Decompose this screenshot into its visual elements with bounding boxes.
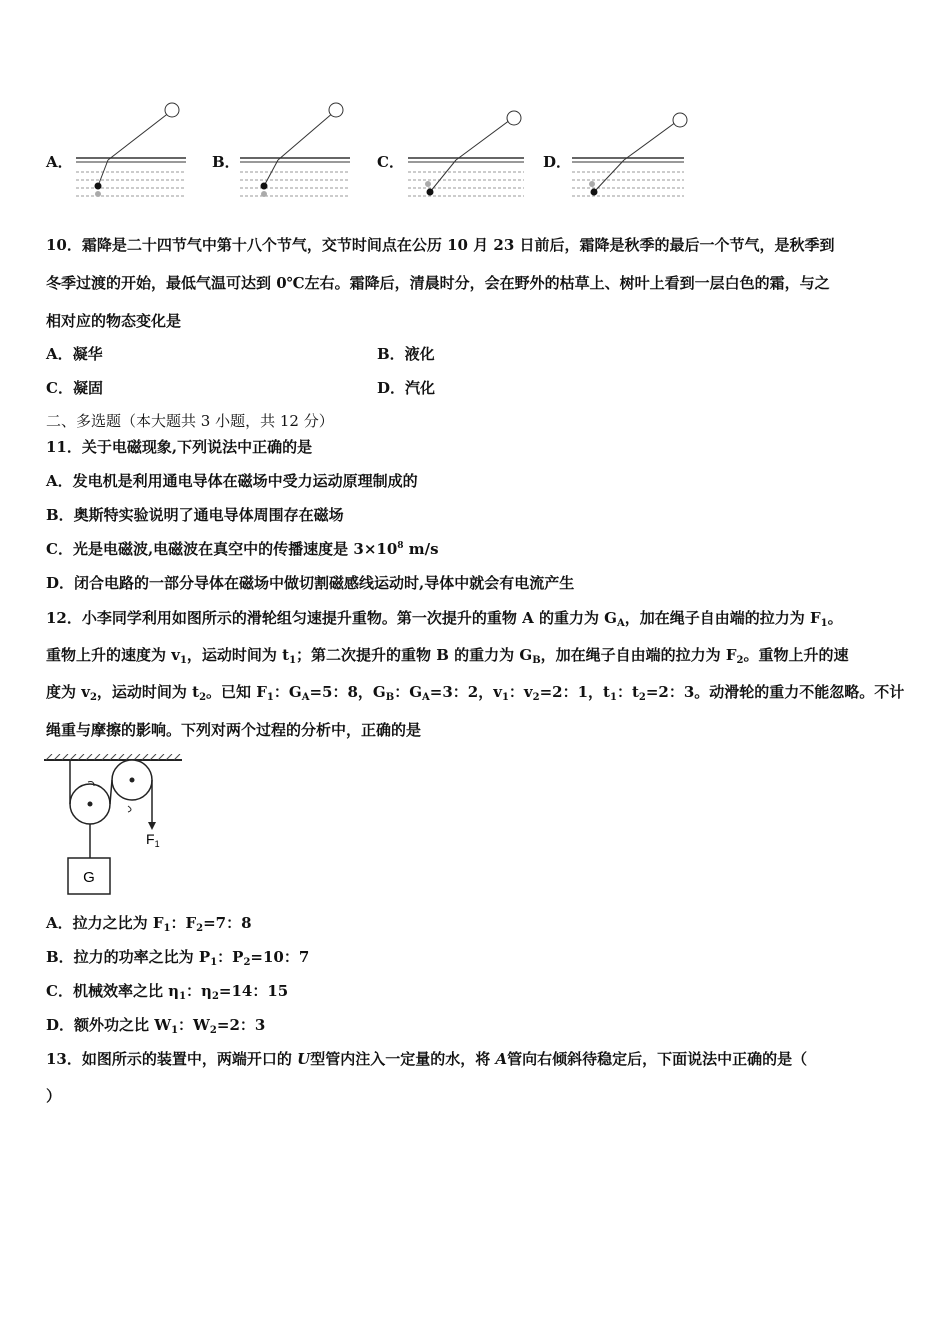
q12-option-a[interactable]: A．拉力之比为 $F_1$：$F_2=7$：8: [46, 914, 252, 934]
q10-option-d[interactable]: D．汽化: [377, 379, 436, 397]
q11-option-b[interactable]: B．奥斯特实验说明了通电导体周围存在磁场: [46, 506, 344, 524]
q11-option-a[interactable]: A．发电机是利用通电导体在磁场中受力运动原理制成的: [46, 472, 418, 490]
q10-option-b[interactable]: B．液化: [377, 345, 435, 363]
q9-option-b-label[interactable]: B．: [212, 153, 240, 171]
pulley-system-figure: [44, 754, 186, 896]
q9-figure-c: [406, 104, 530, 204]
q12-option-b[interactable]: B．拉力的功率之比为 $P_1$：$P_2=10$：7: [46, 948, 310, 968]
q10-stem-line3: 相对应的物态变化是: [46, 312, 182, 330]
q9-figure-d: [570, 106, 694, 204]
q10-option-c[interactable]: C．凝固: [46, 379, 103, 397]
q9-figure-b: [238, 100, 356, 204]
q10-stem-line1: 10．霜降是二十四节气中第十八个节气，交节时间点在公历 10 月 23 日前后，霜降是秋季的最后一个节气，是秋季到: [46, 236, 835, 254]
q12-stem-line1: 12．小李同学利用如图所示的滑轮组匀速提升重物。第一次提升的重物 A 的重力为 $G_A$，加在绳子自由端的拉力为 $F_1$。: [46, 609, 843, 629]
section-heading-multiple-choice: 二、多选题（本大题共 3 小题，共 12 分）: [46, 412, 334, 430]
q9-option-a-label[interactable]: A．: [46, 153, 73, 171]
q9-option-c-label[interactable]: C．: [377, 153, 404, 171]
q12-stem-line2: 重物上升的速度为 $v_1$，运动时间为 $t_1$；第二次提升的重物 B 的重力为 $G_B$，加在绳子自由端的拉力为 $F_2$。重物上升的速: [46, 646, 849, 666]
force-label: $F_1$: [146, 831, 160, 849]
q11-option-c[interactable]: C．光是电磁波,电磁波在真空中的传播速度是 $3\times 10^8$ m/s: [46, 540, 439, 558]
q13-stem-line1: 13．如图所示的装置中，两端开口的 U型管内注入一定量的水，将 A管向右倾斜待稳定后，下面说法中正确的是（: [46, 1050, 808, 1068]
q13-stem-line2: ）: [46, 1087, 62, 1105]
q10-stem-line2: 冬季过渡的开始，最低气温可达到 0℃左右。霜降后，清晨时分，会在野外的枯草上、树叶上看到一层白色的霜，与之: [46, 274, 830, 292]
q11-option-d[interactable]: D．闭合电路的一部分导体在磁场中做切割磁感线运动时,导体中就会有电流产生: [46, 574, 575, 592]
q12-option-c[interactable]: C．机械效率之比 $\eta_1$：$\eta_2=14$：15: [46, 982, 289, 1002]
q10-option-a[interactable]: A．凝华: [46, 345, 103, 363]
q12-option-d[interactable]: D．额外功之比 $W_1$：$W_2=2$：3: [46, 1016, 266, 1036]
q9-figure-a: [74, 100, 192, 204]
weight-label: G: [83, 869, 95, 886]
q12-stem-line3: 度为 $v_2$，运动时间为 $t_2$。已知 $F_1$：$G_A=5$：8，$G_B$：$G_A=3$：2，$v_1$：$v_2=2$：1，$t_1$：$t_2=2$：3。动滑轮的重力不能忽略。不计: [46, 683, 905, 703]
q12-stem-line4: 绳重与摩擦的影响。下列对两个过程的分析中，正确的是: [46, 721, 422, 739]
q9-option-d-label[interactable]: D．: [543, 153, 572, 171]
q11-stem: 11．关于电磁现象,下列说法中正确的是: [46, 438, 313, 456]
